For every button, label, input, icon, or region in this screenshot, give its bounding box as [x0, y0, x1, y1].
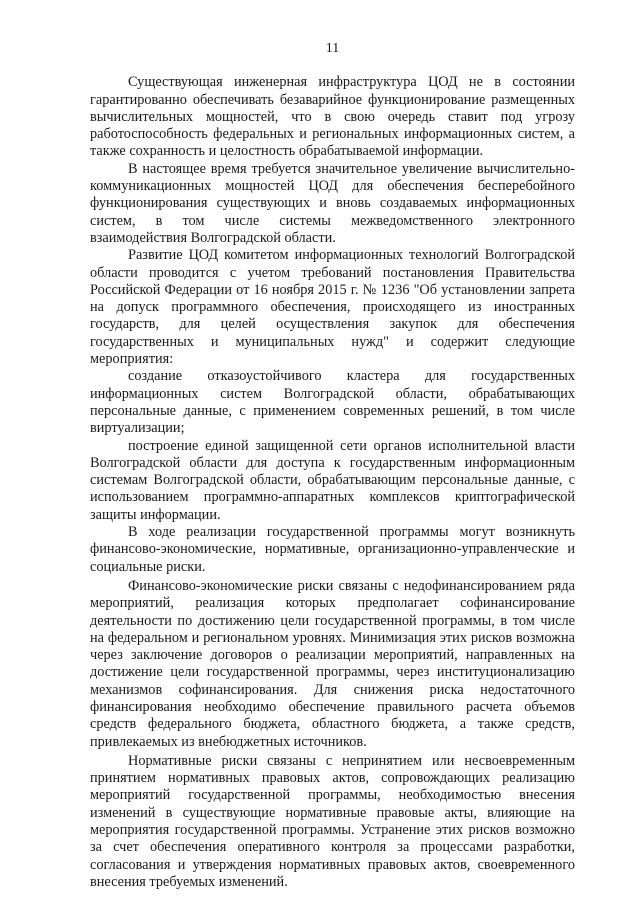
- paragraph-program-risks: В ходе реализации государственной программы могут возникнуть финансово-экономические, нормативные, организационно-управленческие и социальные риски.: [90, 524, 575, 575]
- paragraph-infrastructure-state: Существующая инженерная инфраструктура ЦОД не в состоянии гарантированно обеспечивать безаварийное функционирование размещенных вычислительных мощностей, что в свою очередь ставит под угрозу работоспособность федеральных и региональных информационных систем, а также сохранность и целостность обрабатываемой информации.: [90, 74, 575, 160]
- paragraph-measure-cluster: создание отказоустойчивого кластера для государственных информационных систем Волгоградской области, обрабатывающих персональные данные, с применением современных решений, в том числе виртуализации;: [90, 368, 575, 437]
- paragraph-datacenter-development: Развитие ЦОД комитетом информационных технологий Волгоградской области проводится с учетом требований постановления Правительства Российской Федерации от 16 ноября 2015 г. № 1236 "Об установлении запрета на допуск программного обеспечения, происходящего из иностранных государств, для целей осуществления закупок для обеспечения государственных и муниципальных нужд" и содержит следующие мероприятия:: [90, 247, 575, 368]
- paragraph-capacity-requirement: В настоящее время требуется значительное увеличение вычислительно-коммуникационных мощностей ЦОД для обеспечения бесперебойного функционирования существующих и вновь создаваемых информационных систем, в том числе системы межведомственного электронного взаимодействия Волгоградской области.: [90, 160, 575, 246]
- paragraph-regulatory-risks: Нормативные риски связаны с непринятием или несвоевременным принятием нормативных правовых актов, сопровождающих реализацию мероприятий государственной программы, необходимостью внесения изменений в существующие нормативные правовые акты, влияющие на мероприятия государственной программы. Устранение этих рисков возможно за счет обеспечения оперативного контроля за процессами разработки, согласования и утверждения нормативных правовых актов, своевременного внесения требуемых изменений.: [90, 752, 575, 890]
- paragraph-measure-secure-network: построение единой защищенной сети органов исполнительной власти Волгоградской области для доступа к государственным информационным системам Волгоградской области, обрабатывающим персональные данные, с использованием программно-аппаратных комплексов криптографической защиты информации.: [90, 437, 575, 523]
- page-number: 11: [325, 41, 340, 56]
- document-page: [90, 40, 575, 891]
- paragraph-financial-risks: Финансово-экономические риски связаны с недофинансированием ряда мероприятий, реализация которых предполагает софинансирование деятельности по достижению цели государственной программы, в том числе на федеральном и региональном уровнях. Минимизация этих рисков возможна через заключение договоров о реализации мероприятий, направленных на достижение цели государственной программы, через институционализацию механизмов софинансирования. Для снижения риска недостаточного финансирования необходимо обеспечение правильного расчета объемов средств федерального бюджета, областного бюджета, а также средств, привлекаемых из внебюджетных источников.: [90, 577, 575, 750]
